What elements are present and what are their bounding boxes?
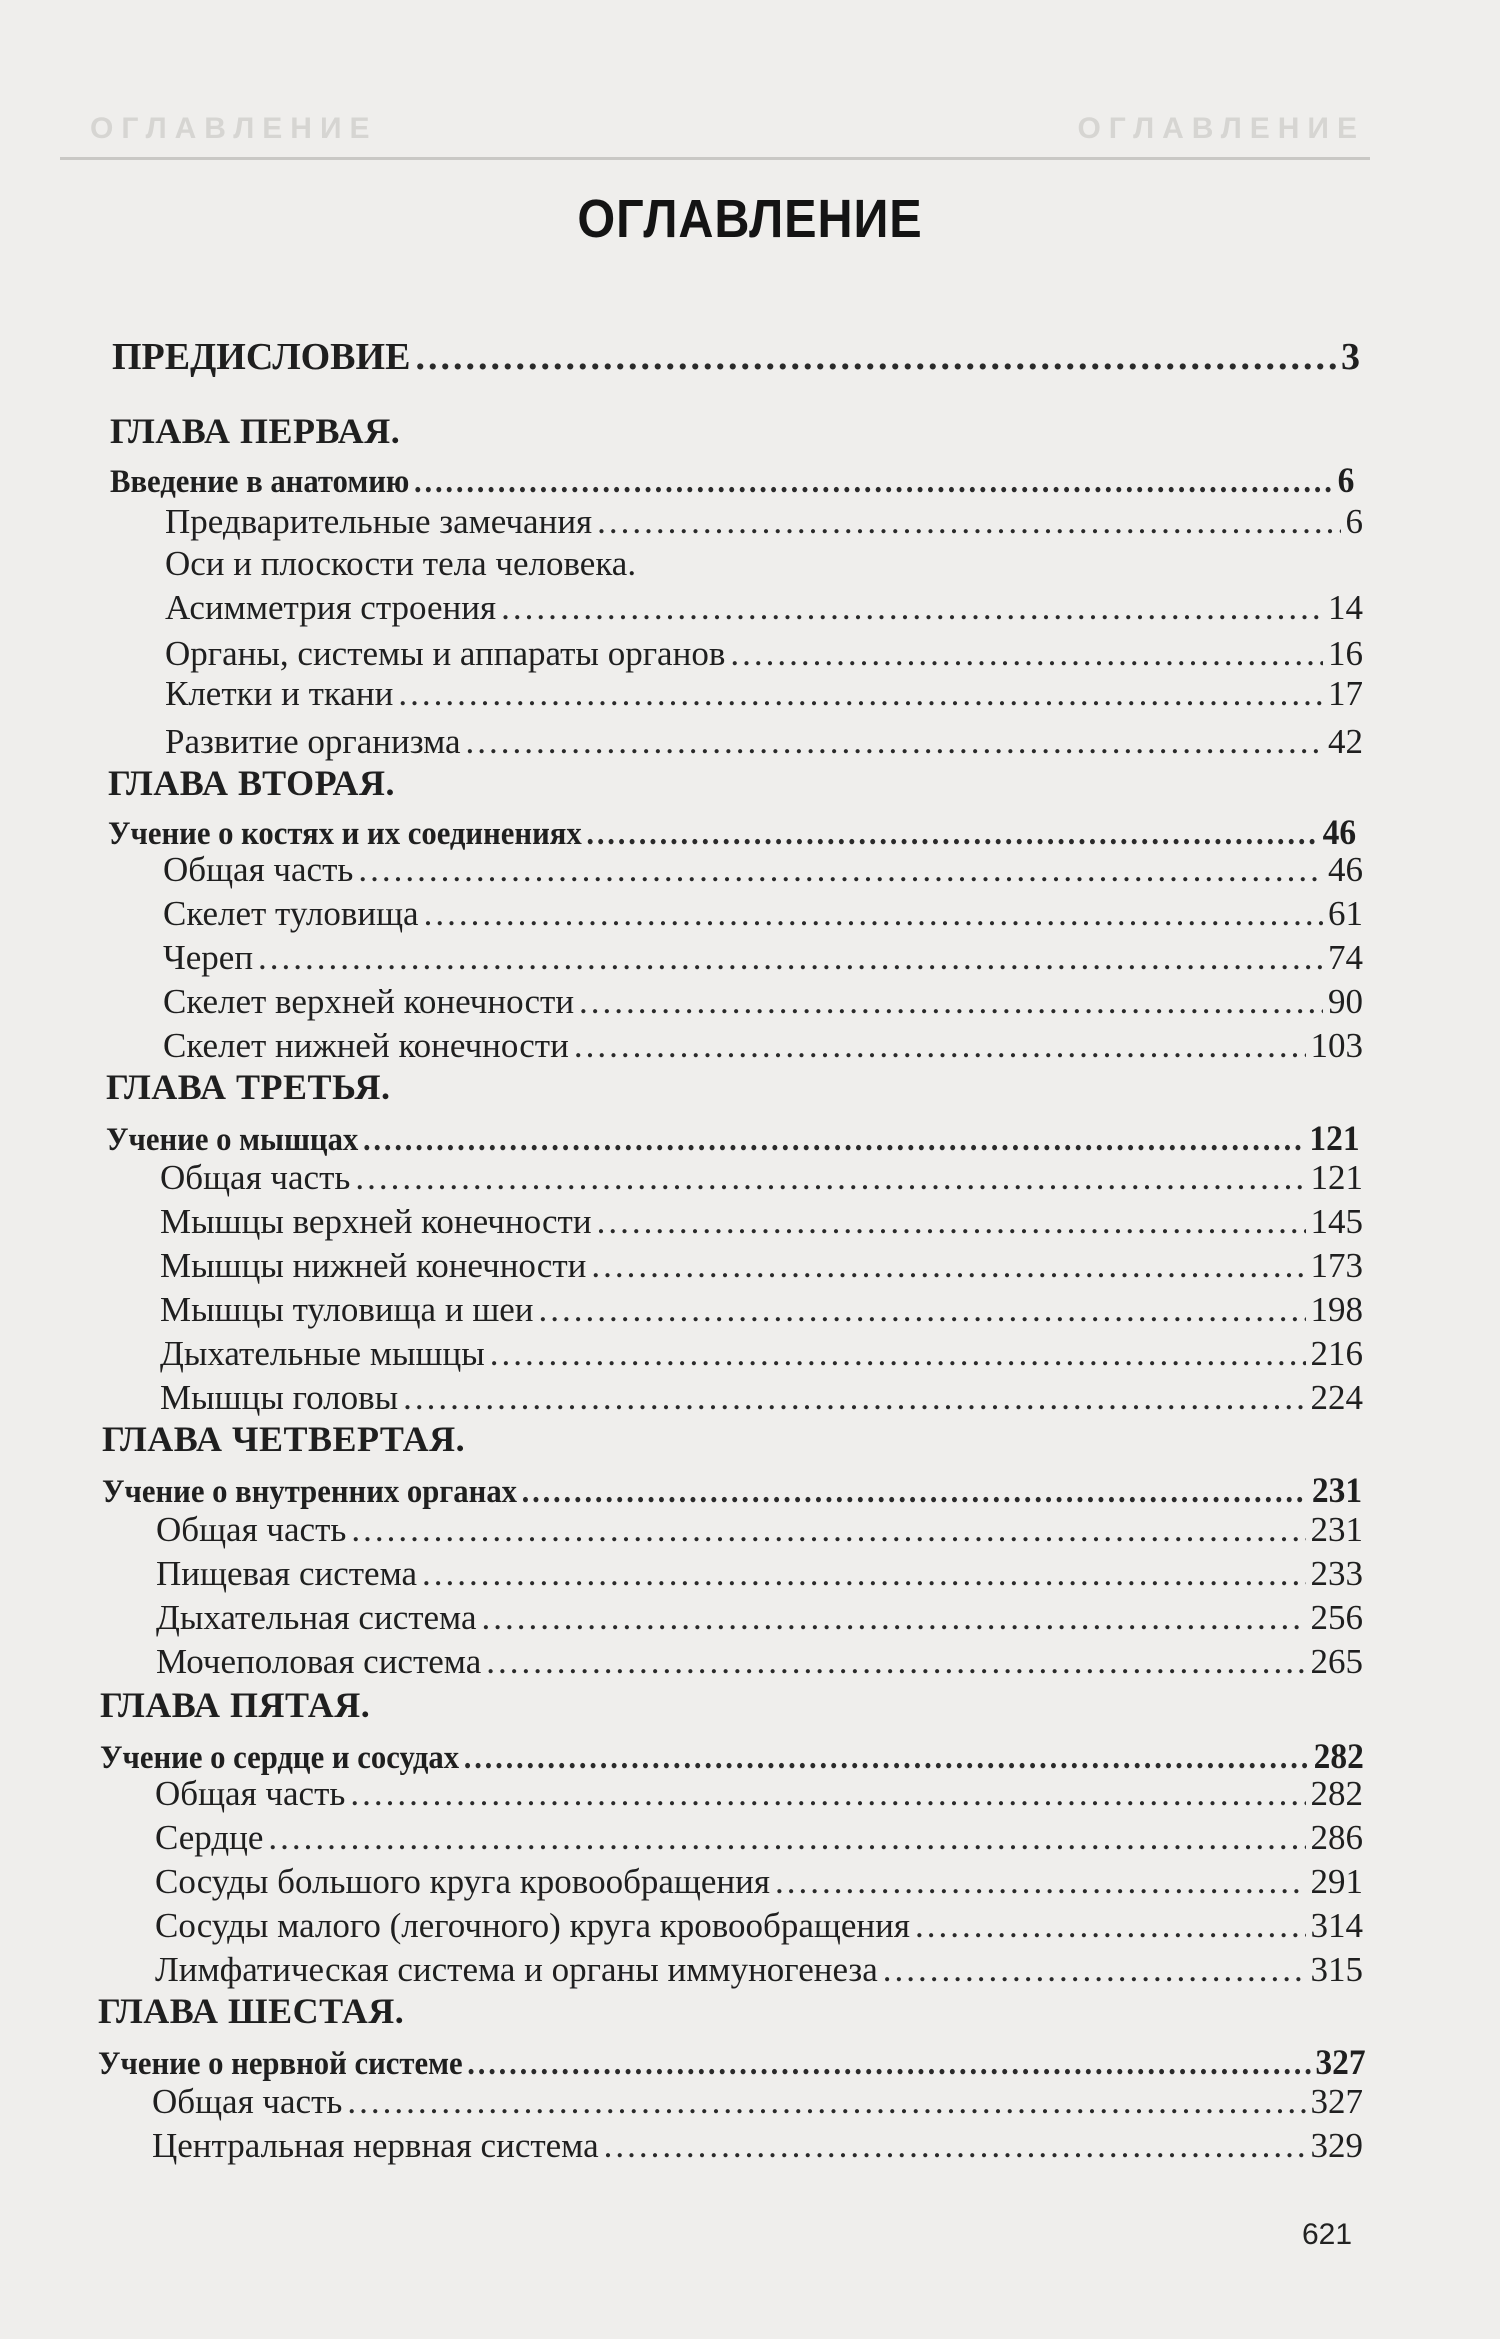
toc-entry-label: Сосуды большого круга кровообращения [155,1862,770,1901]
toc-entry-page: 198 [1310,1290,1363,1329]
leader-dots [883,1952,1306,1987]
leader-dots [597,1204,1306,1239]
toc-entry[interactable] [152,2128,1363,2163]
leader-dots [490,1336,1306,1371]
toc-entry[interactable] [156,1556,1363,1591]
running-header-left: ОГЛАВЛЕНИЕ [90,112,378,145]
toc-entry-page: 3 [1341,336,1360,378]
toc-entry[interactable] [160,1336,1363,1371]
toc-entry-label: Асимметрия строения [165,588,497,627]
toc-entry-page: 103 [1310,1026,1363,1065]
toc-entry[interactable] [160,1204,1363,1239]
toc-entry-page: 327 [1315,2042,1366,2082]
toc-entry[interactable] [155,1908,1363,1943]
leader-dots [350,1776,1305,1811]
page-title: ОГЛАВЛЕНИЕ [577,189,923,249]
leader-dots [422,1556,1305,1591]
toc-entry-label: Введение в анатомию [110,464,410,500]
toc-entry-label: Пищевая система [156,1554,418,1593]
leader-dots [415,338,1336,376]
toc-entry-page: 17 [1328,674,1363,713]
page-number: 621 [1302,2218,1353,2251]
chapter-heading: ГЛАВА ТРЕТЬЯ. [106,1067,391,1107]
toc-entry-page: 46 [1328,850,1363,889]
leader-dots [403,1380,1305,1415]
toc-entry-page: 90 [1328,982,1363,1021]
toc-entry-page: 327 [1310,2082,1363,2121]
toc-entry-label: Дыхательная система [156,1598,477,1637]
toc-entry[interactable] [165,590,1363,625]
toc-entry-page: 74 [1328,938,1363,977]
toc-entry[interactable] [165,724,1363,759]
toc-entry-label: Скелет нижней конечности [163,1026,569,1065]
chapter-heading: ГЛАВА ПЕРВАЯ. [110,411,401,451]
leader-dots [414,466,1333,499]
toc-entry-label: Оси и плоскости тела человека. [165,544,637,583]
leader-dots [597,504,1340,539]
toc-entry-label: Череп [163,938,254,977]
toc-entry[interactable] [156,1600,1363,1635]
chapter-heading: ГЛАВА ШЕСТАЯ. [98,1991,405,2031]
toc-entry[interactable] [155,1864,1363,1899]
toc-entry[interactable] [152,2084,1363,2119]
toc-entry-page: 315 [1310,1950,1363,1989]
toc-entry-page: 282 [1310,1774,1363,1813]
toc-entry-label: Общая часть [155,1774,346,1813]
toc-entry-page: 42 [1328,722,1363,761]
toc-entry-page: 291 [1310,1862,1363,1901]
toc-section[interactable] [106,1120,1360,1157]
toc-entry[interactable] [165,676,1363,711]
leader-dots [522,1476,1308,1509]
toc-entry-label: Скелет туловища [163,894,419,933]
toc-entry[interactable] [160,1292,1363,1327]
toc-entry[interactable] [160,1380,1363,1415]
leader-dots [604,2128,1306,2163]
leader-dots [915,1908,1306,1943]
leader-dots [501,590,1323,625]
toc-entry-label: Скелет верхней конечности [163,982,575,1021]
toc-entry-label: Общая часть [160,1158,351,1197]
chapter-heading: ГЛАВА ВТОРАЯ. [108,763,395,803]
leader-dots [398,676,1323,711]
toc-entry-label: Общая часть [163,850,354,889]
toc-entry-label: Клетки и ткани [165,674,394,713]
leader-dots [358,852,1323,887]
toc-entry-label: Мышцы нижней конечности [160,1246,587,1285]
toc-entry-label: Учение о сердце и сосудах [100,1740,460,1776]
toc-entry[interactable] [165,636,1363,671]
leader-dots [730,636,1323,671]
toc-entry[interactable] [165,504,1363,539]
leader-dots [486,1644,1305,1679]
toc-entry-page: 6 [1345,502,1363,541]
toc-preface[interactable] [112,338,1360,376]
toc-entry[interactable] [163,852,1363,887]
leader-dots [586,818,1318,851]
toc-section[interactable] [100,1738,1364,1775]
leader-dots [482,1600,1306,1635]
toc-entry-label: Учение о нервной системе [98,2046,463,2082]
leader-dots [363,1124,1305,1157]
chapter-heading: ГЛАВА ЧЕТВЕРТАЯ. [102,1419,466,1459]
toc-entry[interactable] [163,896,1363,931]
leader-dots [347,2084,1305,2119]
leader-dots [574,1028,1306,1063]
toc-entry[interactable] [155,1776,1363,1811]
toc-entry-label: Общая часть [152,2082,343,2121]
toc-entry[interactable] [165,546,1363,581]
chapter-heading: ГЛАВА ПЯТАЯ. [100,1685,371,1725]
toc-entry-label: Дыхательные мышцы [160,1334,485,1373]
leader-dots [579,984,1323,1019]
toc-entry[interactable] [155,1820,1363,1855]
toc-entry-page: 282 [1313,1736,1364,1776]
toc-entry-label: Предварительные замечания [165,502,593,541]
leader-dots [775,1864,1306,1899]
toc-entry[interactable] [160,1160,1363,1195]
toc-entry[interactable] [163,940,1363,975]
toc-entry-page: 121 [1310,1158,1363,1197]
toc-section[interactable] [98,2044,1366,2081]
toc-entry[interactable] [156,1644,1363,1679]
toc-section[interactable] [108,814,1356,851]
toc-entry-label: ПРЕДИСЛОВИЕ [112,336,411,378]
leader-dots [464,1742,1309,1775]
toc-entry-label: Центральная нервная система [152,2126,599,2165]
toc-entry-page: 61 [1328,894,1363,933]
toc-entry-label: Общая часть [156,1510,347,1549]
toc-entry-page: 14 [1328,588,1363,627]
leader-dots [258,940,1323,975]
toc-entry[interactable] [160,1248,1363,1283]
toc-entry[interactable] [163,984,1363,1019]
toc-entry-page: 233 [1310,1554,1363,1593]
toc-entry[interactable] [156,1512,1363,1547]
toc-entry-label: Учение о мышцах [106,1122,359,1158]
toc-entry-page: 265 [1310,1642,1363,1681]
toc-entry-page: 6 [1337,460,1355,500]
toc-entry-label: Мышцы туловища и шеи [160,1290,534,1329]
toc-entry[interactable] [155,1952,1363,1987]
running-header-right: ОГЛАВЛЕНИЕ [1077,112,1365,145]
leader-dots [424,896,1323,931]
leader-dots [539,1292,1306,1327]
toc-entry-page: 256 [1310,1598,1363,1637]
toc-entry-page: 173 [1310,1246,1363,1285]
toc-entry-label: Учение о костях и их соединениях [108,816,582,852]
toc-entry[interactable] [163,1028,1363,1063]
toc-entry-page: 216 [1310,1334,1363,1373]
toc-entry-label: Мышцы головы [160,1378,399,1417]
toc-entry-label: Сосуды малого (легочного) круга кровообращения [155,1906,910,1945]
toc-entry-page: 46 [1322,812,1357,852]
leader-dots [351,1512,1305,1547]
toc-entry-page: 231 [1311,1470,1363,1510]
toc-entry-page: 329 [1310,2126,1363,2165]
toc-entry-label: Лимфатическая система и органы иммуногенеза [155,1950,878,1989]
leader-dots [268,1820,1305,1855]
toc-entry-label: Развитие организма [165,722,461,761]
toc-section[interactable] [102,1472,1362,1509]
toc-entry-label: Мышцы верхней конечности [160,1202,592,1241]
leader-dots [466,724,1323,759]
leader-dots [467,2048,1310,2081]
toc-entry-label: Органы, системы и аппараты органов [165,634,726,673]
toc-entry-label: Учение о внутренних органах [102,1474,518,1510]
toc-entry-page: 121 [1309,1118,1360,1158]
toc-entry-page: 16 [1328,634,1363,673]
toc-entry-label: Сердце [155,1818,264,1857]
toc-entry-page: 314 [1310,1906,1363,1945]
leader-dots [591,1248,1305,1283]
toc-entry-page: 224 [1310,1378,1363,1417]
leader-dots [355,1160,1305,1195]
toc-entry-label: Мочеполовая система [156,1642,482,1681]
toc-entry-page: 286 [1310,1818,1363,1857]
toc-entry-page: 231 [1310,1510,1363,1549]
toc-section[interactable] [110,462,1354,499]
toc-entry-page: 145 [1310,1202,1363,1241]
